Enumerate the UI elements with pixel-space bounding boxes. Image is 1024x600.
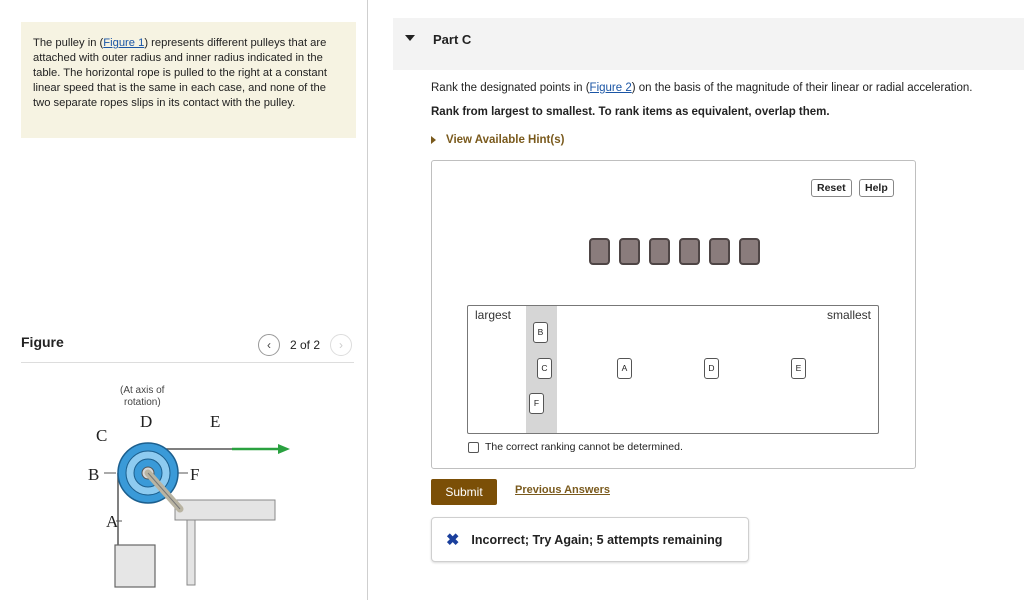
chevron-right-icon: › [339, 338, 344, 352]
hint-label: View Available Hint(s) [446, 134, 565, 146]
table-top [175, 500, 275, 520]
table-leg [187, 520, 195, 585]
problem-text-end: ) represents different pulleys that are attached with outer radius and inner radius indicated in the table. The horizontal rope is pulled to the right at a constant linear speed that is the same in each case, and none of the two separate ropes slips in its contact with the pulley. [33, 37, 327, 109]
axis-note-line1: (At axis of [120, 385, 165, 396]
cannot-determine-checkbox[interactable] [468, 442, 479, 453]
figure-count: 2 of 2 [290, 338, 321, 352]
chevron-left-icon: ‹ [267, 338, 271, 352]
right-column [369, 0, 1024, 600]
question-text-end: ) on the basis of the magnitude of their linear or radial acceleration. [631, 82, 973, 94]
arrow-right-icon [278, 444, 290, 454]
point-label-f: F [190, 465, 200, 484]
point-label-b: B [88, 465, 100, 484]
feedback-text: Incorrect; Try Again; 5 attempts remaining [471, 532, 723, 547]
pulley-figure [80, 375, 295, 595]
help-button[interactable]: Help [859, 179, 894, 197]
problem-statement [21, 22, 356, 138]
smallest-label: smallest [826, 308, 871, 322]
rank-chip-a[interactable]: A [617, 358, 632, 379]
empty-tile-slot[interactable] [649, 238, 670, 265]
left-column [0, 0, 368, 600]
submit-button[interactable]: Submit [431, 479, 497, 505]
previous-answers-link[interactable]: Previous Answers [515, 484, 610, 496]
cannot-determine-option[interactable] [468, 441, 683, 453]
reset-button[interactable]: Reset [811, 179, 852, 197]
ranking-panel [431, 160, 916, 469]
rank-chip-b[interactable]: B [533, 322, 548, 343]
empty-tile-slot[interactable] [589, 238, 610, 265]
question-text [431, 82, 972, 94]
figure-1-link[interactable]: Figure 1 [103, 37, 145, 49]
empty-tile-slot[interactable] [679, 238, 700, 265]
feedback-message [431, 517, 749, 562]
caret-down-icon[interactable] [405, 35, 415, 41]
point-label-d: D [140, 412, 153, 431]
empty-tile-slot[interactable] [709, 238, 730, 265]
largest-label: largest [475, 308, 512, 322]
hint-toggle[interactable] [431, 134, 564, 146]
figure-prev-button[interactable] [258, 334, 280, 356]
figure-2-link[interactable]: Figure 2 [589, 82, 632, 94]
cannot-determine-label: The correct ranking cannot be determined. [485, 441, 683, 453]
figure-heading: Figure [21, 334, 64, 350]
rank-chip-c[interactable]: C [537, 358, 552, 379]
axis-note-line2: rotation) [124, 397, 161, 408]
empty-tile-slot[interactable] [619, 238, 640, 265]
answer-tile-tray [589, 238, 769, 265]
point-label-e: E [210, 412, 221, 431]
point-label-c: C [96, 426, 108, 445]
figure-divider [21, 362, 354, 363]
figure-navigation [258, 334, 352, 356]
problem-text-start: The pulley in ( [33, 37, 104, 49]
empty-tile-slot[interactable] [739, 238, 760, 265]
ranking-instruction: Rank from largest to smallest. To rank items as equivalent, overlap them. [431, 106, 830, 118]
x-icon: ✖ [446, 531, 460, 549]
rank-chip-d[interactable]: D [704, 358, 719, 379]
rank-chip-e[interactable]: E [791, 358, 806, 379]
part-title: Part C [433, 32, 472, 47]
part-header[interactable] [393, 18, 1024, 70]
question-text-start: Rank the designated points in ( [431, 82, 590, 94]
hanging-mass [115, 545, 155, 587]
rank-chip-f[interactable]: F [529, 393, 544, 414]
ranking-drop-area[interactable] [467, 305, 879, 434]
point-label-a: A [106, 512, 119, 531]
figure-next-button[interactable] [330, 334, 352, 356]
caret-right-icon [431, 136, 436, 144]
